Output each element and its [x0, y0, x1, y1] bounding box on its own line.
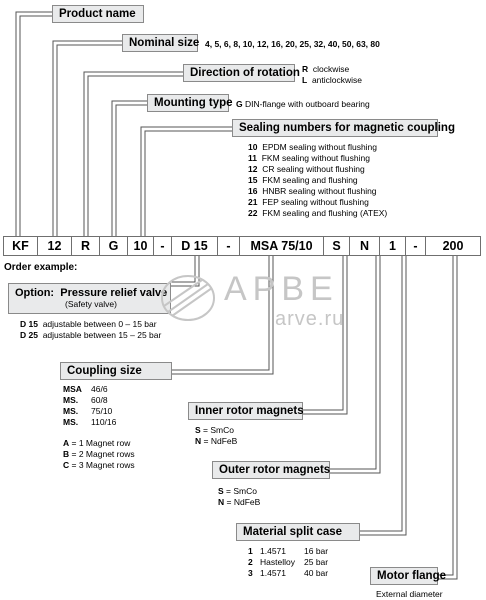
outer-rotor-list: S = SmCo N = NdFeB: [218, 486, 261, 507]
sealing-item: 22 FKM sealing and flushing (ATEX): [248, 208, 388, 218]
rotation-l-text: anticlockwise: [311, 75, 363, 85]
code-cell-inner: S: [324, 237, 350, 255]
code-cell-coupling: MSA 75/10: [240, 237, 324, 255]
inner-rotor-list: S = SmCo N = NdFeB: [195, 425, 238, 446]
magnet-row-item: B = 2 Magnet rows: [63, 449, 135, 459]
sealing-item: 12 CR sealing without flushing: [248, 164, 365, 174]
mounting-text: DIN-flange with outboard bearing: [245, 99, 370, 109]
order-example-label: Order example:: [4, 262, 78, 273]
code-cell-size: 12: [38, 237, 72, 255]
coupling-rows: [63, 438, 135, 471]
code-cell-sealing: 10: [128, 237, 154, 255]
inner-rotor-label: Inner rotor magnets: [195, 405, 304, 417]
sealing-item: 16 HNBR sealing without flushing: [248, 186, 377, 196]
sealing-label: Sealing numbers for magnetic coupling: [239, 122, 455, 134]
coupling-size-item: MSA 46/6: [63, 384, 108, 394]
rotation-options: [302, 64, 362, 86]
rotation-box: [183, 64, 300, 82]
code-cell-dash: -: [218, 237, 240, 255]
option-label: Pressure relief valve: [60, 287, 168, 299]
split-case-item: 1 1.4571 16 bar: [248, 546, 329, 556]
split-case-item: 3 1.4571 40 bar: [248, 568, 329, 578]
product-name-label: Product name: [59, 8, 136, 20]
rotation-r-code: R: [302, 64, 309, 74]
rotation-label: Direction of rotation: [190, 67, 300, 79]
split-case-item: 2 Hastelloy 25 bar: [248, 557, 329, 567]
coupling-size-item: MS. 110/16: [63, 417, 117, 427]
code-cell-rotation: R: [72, 237, 100, 255]
sealing-item: 21 FEP sealing without flushing: [248, 197, 369, 207]
split-case-box: [236, 523, 360, 541]
rotation-l-code: L: [302, 75, 308, 85]
code-cell-motor-flange: 200: [442, 239, 464, 253]
option-box: [8, 283, 171, 314]
option-subtitle: (Safety valve): [65, 299, 117, 309]
magnet-row-item: A = 1 Magnet row: [63, 438, 131, 448]
order-code-row: [3, 236, 481, 256]
outer-rotor-label: Outer rotor magnets: [219, 464, 331, 476]
code-cell-dash: -: [406, 237, 426, 255]
option-item: D 15 adjustable between 0 – 15 bar: [20, 319, 157, 329]
split-case-label: Material split case: [243, 526, 343, 538]
code-cell-dash: -: [154, 237, 172, 255]
sealing-item: 11 FKM sealing without flushing: [248, 153, 370, 163]
code-cell-kf: KF: [4, 237, 38, 255]
code-cell-mounting: G: [100, 237, 128, 255]
mounting-code: G: [236, 99, 243, 109]
sealing-item: 10 EPDM sealing without flushing: [248, 142, 378, 152]
mounting-label: Mounting type: [154, 97, 233, 109]
coupling-size-item: MS. 60/8: [63, 395, 108, 405]
motor-flange-box: [370, 567, 446, 585]
motor-flange-text: External diameter: [376, 589, 443, 599]
motor-flange-label: Motor flange: [377, 570, 446, 582]
coupling-box: [60, 362, 172, 380]
code-cell-outer: N: [350, 237, 380, 255]
coupling-label: Coupling size: [67, 365, 142, 377]
sealing-box: [232, 119, 455, 137]
sealing-item: 15 FKM sealing and flushing: [248, 175, 358, 185]
mounting-option: [236, 99, 370, 109]
sealing-list: [248, 142, 387, 219]
nominal-size-box: [122, 34, 198, 52]
mounting-box: [147, 94, 233, 112]
inner-rotor-box: [188, 402, 303, 420]
rotation-r-text: clockwise: [312, 64, 350, 74]
arve-logo-icon: [158, 272, 218, 324]
split-case-list: [248, 546, 328, 579]
coupling-size-item: MS. 75/10: [63, 406, 113, 416]
product-name-box: [52, 5, 144, 23]
option-list: [20, 319, 161, 341]
nominal-size-label: Nominal size: [129, 37, 200, 49]
option-item: D 25 adjustable between 15 – 25 bar: [20, 330, 162, 340]
outer-rotor-box: [212, 461, 330, 479]
watermark-site: arve.ru: [275, 308, 345, 330]
option-prefix: Option:: [15, 287, 55, 299]
coupling-sizes: [63, 384, 143, 428]
watermark-brand: АРВЕ: [224, 270, 339, 308]
code-cell-split-case: 1: [380, 237, 406, 255]
line-product-name: [16, 12, 52, 236]
code-cell-option: D 15: [172, 237, 218, 255]
magnet-row-item: C = 3 Magnet rows: [63, 460, 135, 470]
nominal-size-values: 4, 5, 6, 8, 10, 12, 16, 20, 25, 32, 40, 50, 63, 80: [205, 39, 380, 49]
